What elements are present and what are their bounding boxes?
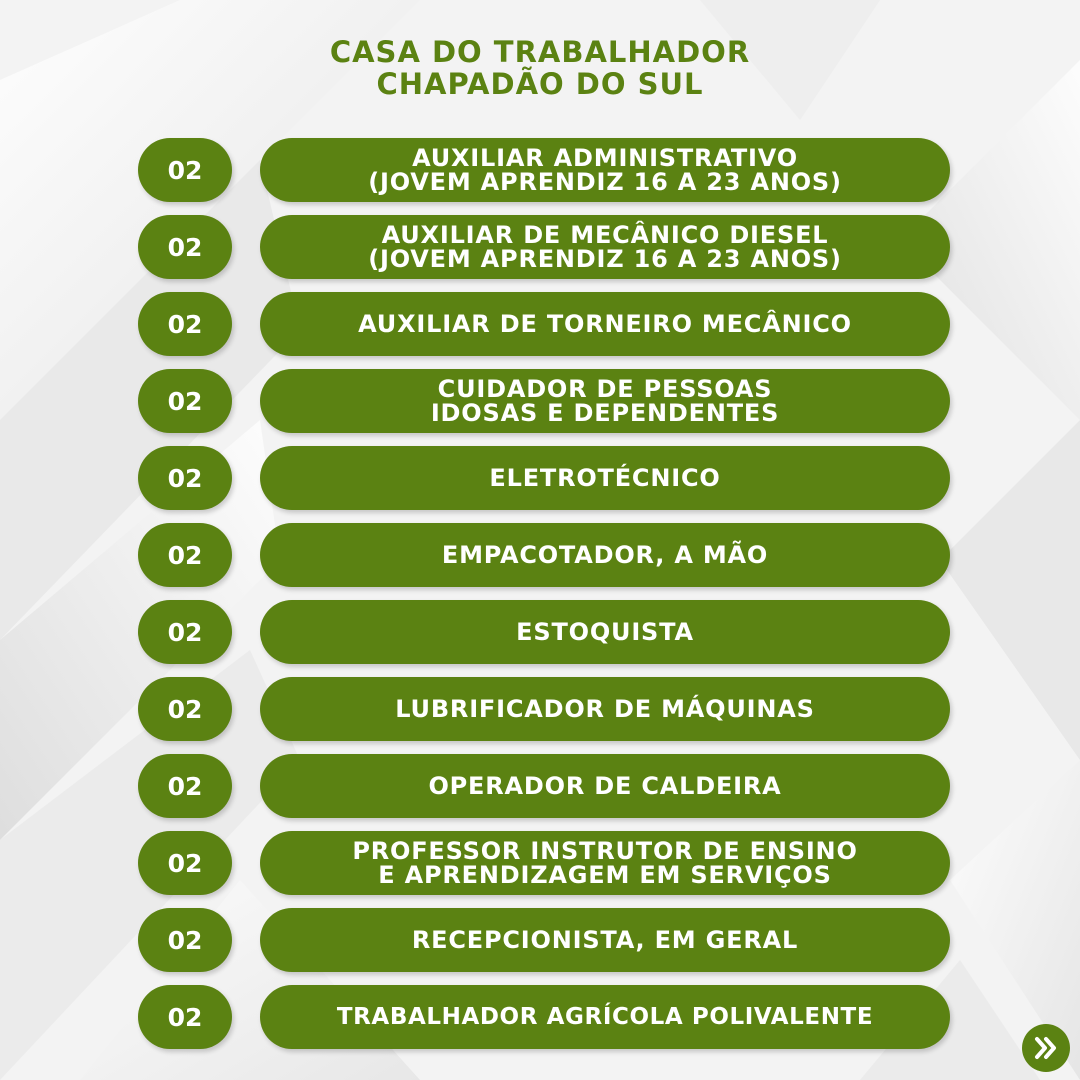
- job-row: [138, 677, 950, 741]
- job-title: [260, 754, 950, 818]
- page-title: [0, 36, 1080, 100]
- job-row: [138, 369, 950, 433]
- job-title: [260, 677, 950, 741]
- job-title: [260, 985, 950, 1049]
- job-title-line-1: EMPACOTADOR, A MÃO: [441, 541, 769, 569]
- job-title-line-1: AUXILIAR ADMINISTRATIVO: [412, 144, 798, 172]
- job-title: [260, 908, 950, 972]
- job-title-line-1: ELETROTÉCNICO: [489, 464, 721, 492]
- job-row: [138, 138, 950, 202]
- job-title-line-1: TRABALHADOR AGRÍCOLA POLIVALENTE: [336, 1004, 874, 1030]
- vacancy-count: 02: [138, 677, 232, 741]
- page-title-line-2: CHAPADÃO DO SUL: [376, 67, 704, 101]
- job-title-line-1: LUBRIFICADOR DE MÁQUINAS: [395, 695, 815, 723]
- job-title-line-2: (JOVEM APRENDIZ 16 A 23 ANOS): [368, 245, 842, 273]
- vacancy-count: 02: [138, 446, 232, 510]
- vacancy-count: 02: [138, 985, 232, 1049]
- job-row: [138, 754, 950, 818]
- job-row: [138, 908, 950, 972]
- job-title: [260, 215, 950, 279]
- vacancy-count: 02: [138, 831, 232, 895]
- job-title-line-1: RECEPCIONISTA, EM GERAL: [411, 926, 799, 954]
- job-title-line-2: E APRENDIZAGEM EM SERVIÇOS: [378, 861, 832, 889]
- job-title: [260, 446, 950, 510]
- job-title-line-1: CUIDADOR DE PESSOAS: [437, 375, 773, 403]
- job-title: [260, 831, 950, 895]
- vacancy-count: 02: [138, 215, 232, 279]
- job-row: [138, 985, 950, 1049]
- vacancy-count: 02: [138, 138, 232, 202]
- job-title-line-1: AUXILIAR DE TORNEIRO MECÂNICO: [358, 310, 852, 338]
- job-title: [260, 292, 950, 356]
- job-title: [260, 138, 950, 202]
- job-title: [260, 523, 950, 587]
- job-title-line-1: OPERADOR DE CALDEIRA: [428, 772, 782, 800]
- job-row: [138, 523, 950, 587]
- job-title-line-1: PROFESSOR INSTRUTOR DE ENSINO: [352, 837, 858, 865]
- job-title: [260, 600, 950, 664]
- vacancy-count: 02: [138, 369, 232, 433]
- vacancy-count: 02: [138, 523, 232, 587]
- vacancy-count: 02: [138, 754, 232, 818]
- job-title-line-1: AUXILIAR DE MECÂNICO DIESEL: [381, 221, 829, 249]
- vacancy-count: 02: [138, 908, 232, 972]
- job-title: [260, 369, 950, 433]
- job-row: [138, 446, 950, 510]
- page-title-line-1: CASA DO TRABALHADOR: [329, 35, 751, 69]
- job-row: [138, 600, 950, 664]
- job-title-line-2: IDOSAS E DEPENDENTES: [430, 399, 780, 427]
- vacancy-count: 02: [138, 292, 232, 356]
- job-row: [138, 292, 950, 356]
- vacancy-count: 02: [138, 600, 232, 664]
- job-row: [138, 215, 950, 279]
- double-chevron-right-icon: [1031, 1033, 1061, 1063]
- next-button[interactable]: [1022, 1024, 1070, 1072]
- job-title-line-1: ESTOQUISTA: [516, 618, 694, 646]
- job-title-line-2: (JOVEM APRENDIZ 16 A 23 ANOS): [368, 168, 842, 196]
- job-row: [138, 831, 950, 895]
